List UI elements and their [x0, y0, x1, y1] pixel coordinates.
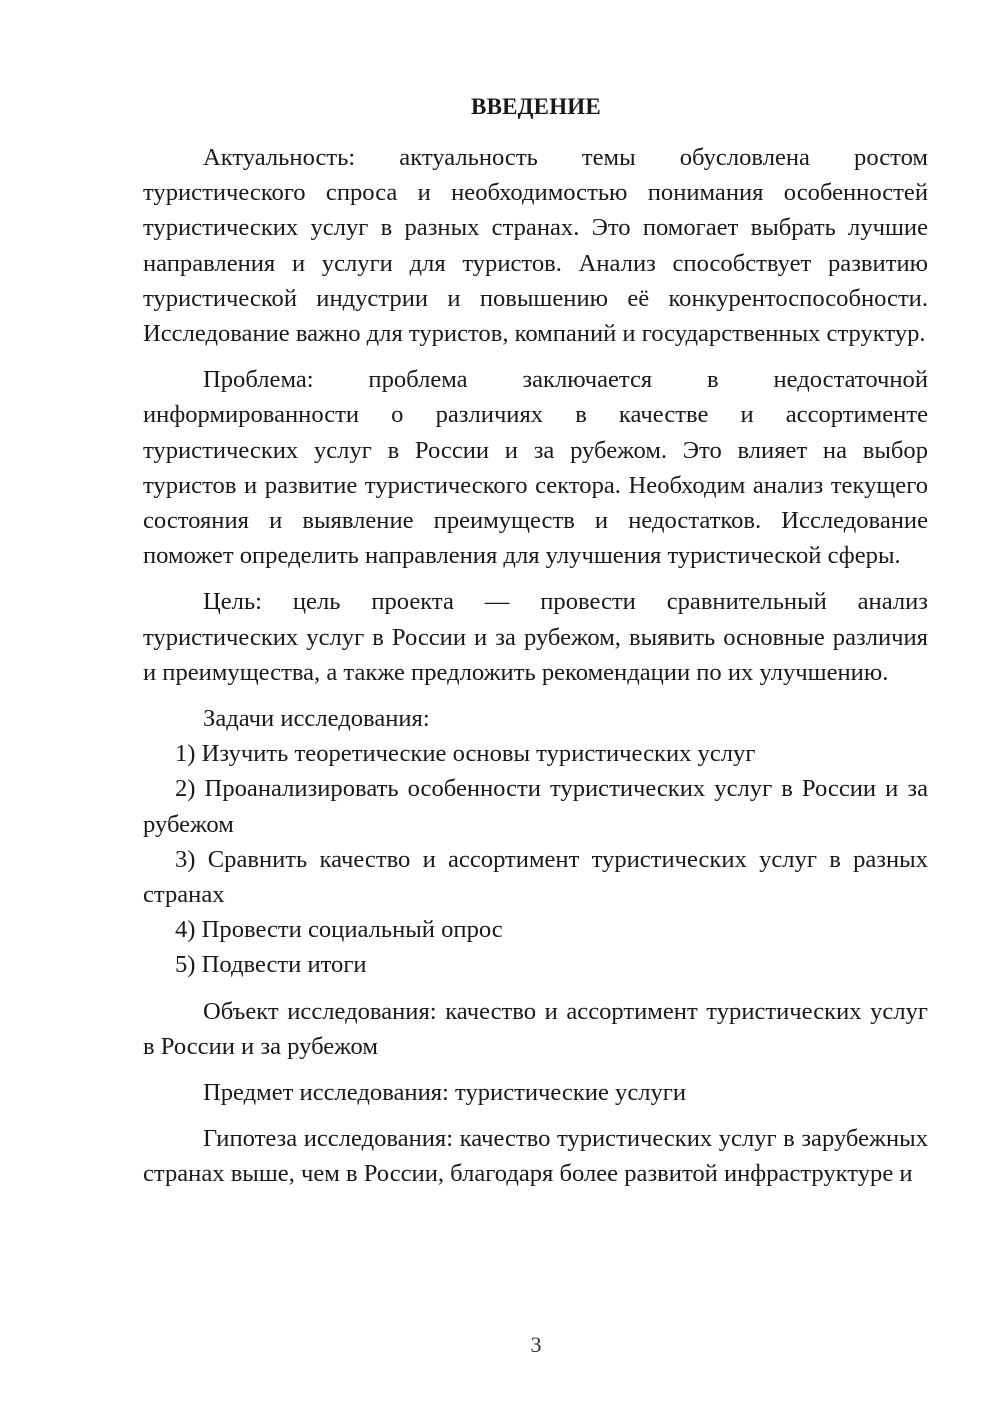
paragraph-hypothesis: Гипотеза исследования: качество туристических услуг в зарубежных странах выше, чем в России, благодаря более развитой инфраструктуре и [143, 1125, 928, 1188]
task-list-item: 5) Подвести итоги [175, 951, 367, 979]
task-list-item: 1) Изучить теоретические основы туристических услуг [175, 740, 756, 768]
document-body [143, 140, 928, 1192]
paragraph-relevance: Актуальность: актуальность темы обусловлена ростом туристического спроса и необходимостью понимания особенностей туристических услуг в разных странах. Это помогает выбрать лучшие направления и услуги для туристов. Анализ способствует развитию туристической индустрии и повышению её конкурентоспособности. Исследование важно для туристов, компаний и государственных структур. [143, 144, 928, 348]
paragraph-goal: Цель: цель проекта — провести сравнительный анализ туристических услуг в России и за рубежом, выявить основные различия и преимущества, а также предложить рекомендации по их улучшению. [143, 588, 928, 686]
paragraph-subject: Предмет исследования: туристические услуги [203, 1079, 687, 1107]
section-heading: ВВЕДЕНИЕ [471, 94, 601, 119]
paragraph-tasks-intro: Задачи исследования: [203, 705, 430, 733]
task-list-item: 4) Провести социальный опрос [175, 916, 503, 944]
paragraph-problem: Проблема: проблема заключается в недостаточной информированности о различиях в качестве и ассортименте туристических услуг в России и за рубежом. Это влияет на выбор туристов и развитие туристического сектора. Необходим анализ текущего состояния и выявление преимуществ и недостатков. Исследование поможет определить направления для улучшения туристической сферы. [143, 366, 928, 570]
page-number: 3 [530, 1332, 542, 1357]
task-list-item: 2) Проанализировать особенности туристических услуг в России и за рубежом [143, 775, 928, 838]
task-list-item: 3) Сравнить качество и ассортимент туристических услуг в разных странах [143, 845, 928, 909]
paragraph-object: Объект исследования: качество и ассортимент туристических услуг в России и за рубежом [143, 997, 928, 1060]
